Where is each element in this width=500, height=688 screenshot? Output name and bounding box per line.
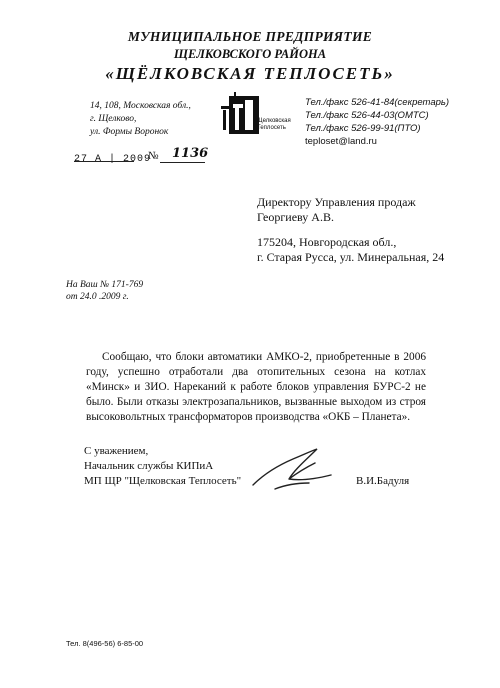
number-underline	[160, 162, 205, 163]
outgoing-date: 27 А | 2009	[74, 154, 152, 165]
company-logo	[217, 92, 292, 137]
recipient-line-1: Директору Управления продаж	[257, 195, 416, 209]
reference-line-2: от 24.0 .2009 г.	[66, 292, 129, 302]
org-header-name: «ЩЁЛКОВСКАЯ ТЕПЛОСЕТЬ»	[105, 64, 395, 83]
org-header-line1: МУНИЦИПАЛЬНОЕ ПРЕДПРИЯТИЕ	[127, 29, 373, 44]
signature-line-3: МП ЩР "Щелковская Теплосеть"	[84, 475, 242, 487]
recipient-line-3: 175204, Новгородская обл.,	[257, 235, 397, 249]
contact-email: teploset@land.ru	[305, 136, 377, 147]
address-line-2: г. Щелково,	[90, 114, 137, 124]
org-header-line2: ЩЕЛКОВСКОГО РАЙОНА	[173, 47, 327, 61]
signature-line-2: Начальник службы КИПиА	[84, 460, 214, 472]
logo-caption-1: Щелковская	[257, 118, 291, 124]
signer-name: В.И.Бадуля	[356, 475, 410, 487]
recipient-line-2: Георгиеву А.В.	[257, 210, 334, 224]
contact-line-3: Тел./факс 526-99-91(ПТО)	[305, 123, 421, 134]
contact-line-2: Тел./факс 526-44-03(ОМТС)	[305, 110, 429, 121]
contact-line-1: Тел./факс 526-41-84(секретарь)	[305, 97, 450, 108]
address-line-3: ул. Формы Воронок	[90, 127, 169, 137]
signature-line-1: С уважением,	[84, 445, 149, 457]
footer-phone: Тел. 8(496-56) 6-85-00	[66, 639, 144, 648]
recipient-line-4: г. Старая Русса, ул. Минеральная, 24	[257, 250, 445, 264]
date-underline	[74, 161, 134, 162]
reference-line-1: На Ваш № 171-769	[66, 280, 144, 290]
outgoing-number-label: №	[148, 150, 159, 162]
body-paragraph: Сообщаю, что блоки автоматики АМКО-2, приобретенные в 2006 году, успешно отработали два отопительных сезона на котлах «Минск» и ЗИО. Нареканий к работе блоков управления БУРС-2 не было. Были отказы электрозапальников, вызванные выходом из строя высоковольтных трансформаторов производства «ОКБ – Планета».	[86, 351, 426, 423]
address-line-1: 14, 108, Московская обл.,	[90, 101, 191, 111]
outgoing-number: 1136	[172, 146, 209, 161]
letter-body	[86, 350, 426, 425]
logo-caption-2: Теплосеть	[257, 125, 286, 131]
handwritten-signature	[245, 445, 340, 495]
